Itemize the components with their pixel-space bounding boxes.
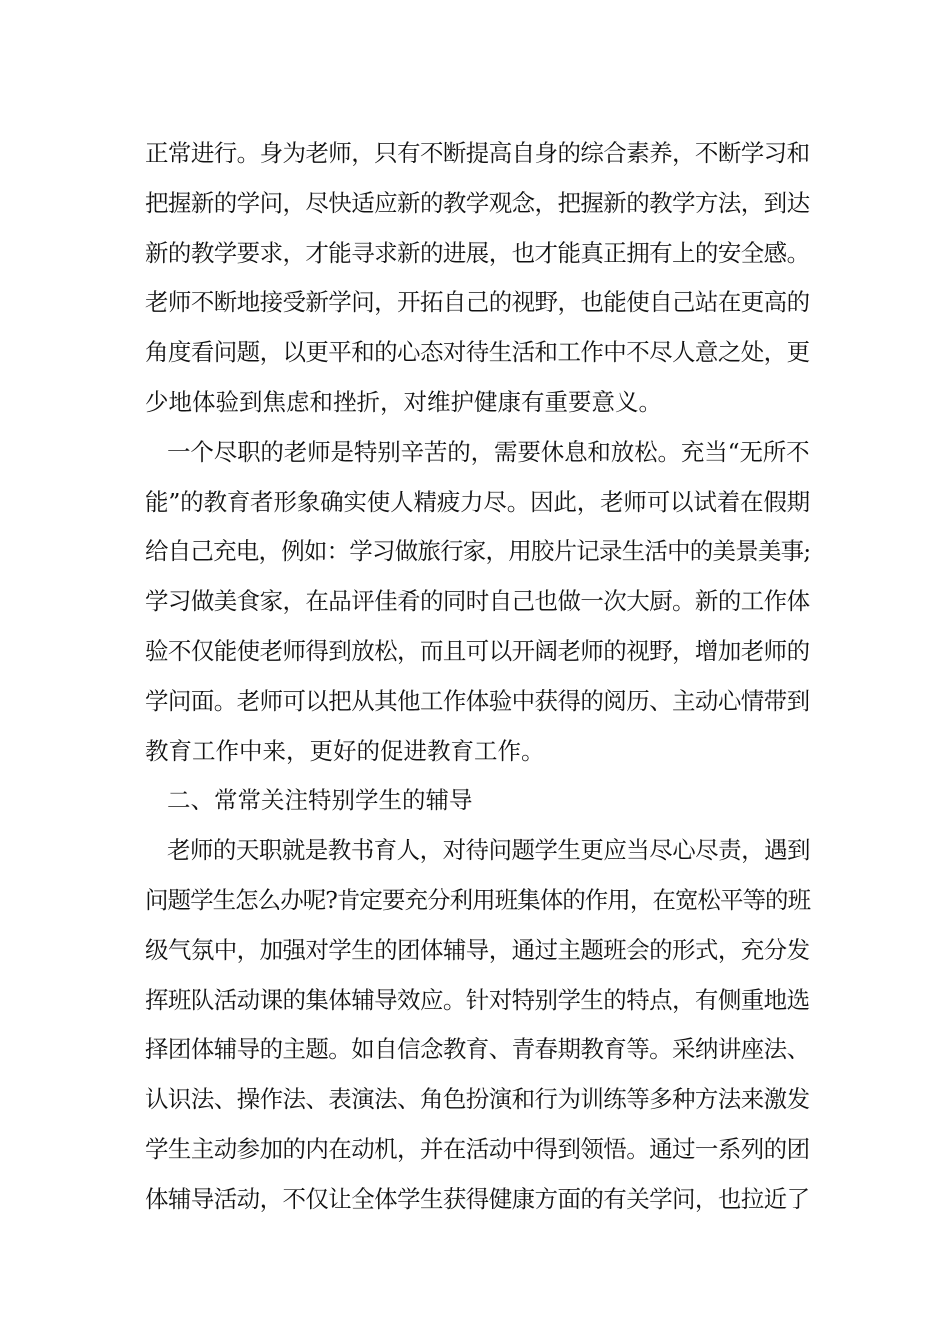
text-line: 老师不断地接受新学问，开拓自己的视野，也能使自己站在更高的 xyxy=(145,288,810,317)
text-line: 学习做美食家，在品评佳肴的同时自己也做一次大厨。新的工作体 xyxy=(145,587,810,616)
text-line: 少地体验到焦虑和挫折，对维护健康有重要意义。 xyxy=(145,387,662,416)
text-line: 级气氛中，加强对学生的团体辅导，通过主题班会的形式，充分发 xyxy=(145,935,810,964)
text-line: 新的教学要求，才能寻求新的进展，也才能真正拥有上的安全感。 xyxy=(145,238,810,267)
text-line: 问题学生怎么办呢?肯定要充分利用班集体的作用，在宽松平等的班 xyxy=(145,885,811,914)
text-line: 学问面。老师可以把从其他工作体验中获得的阅历、主动心情带到 xyxy=(145,686,810,715)
text-line: 能”的教育者形象确实使人精疲力尽。因此，老师可以试着在假期 xyxy=(145,487,811,516)
text-line: 一个尽职的老师是特别辛苦的，需要休息和放松。充当“无所不 xyxy=(167,437,810,466)
text-line: 把握新的学问，尽快适应新的教学观念，把握新的教学方法，到达 xyxy=(145,188,810,217)
text-line: 正常进行。身为老师，只有不断提高自身的综合素养，不断学习和 xyxy=(145,139,810,167)
text-line: 二、常常关注特别学生的辅导 xyxy=(167,786,473,815)
text-line: 体辅导活动，不仅让全体学生获得健康方面的有关学问，也拉近了 xyxy=(145,1184,810,1213)
text-line: 教育工作中来，更好的促进教育工作。 xyxy=(145,736,545,765)
body-text xyxy=(145,129,810,1225)
text-line: 认识法、操作法、表演法、角色扮演和行为训练等多种方法来激发 xyxy=(145,1085,810,1114)
text-line: 挥班队活动课的集体辅导效应。针对特别学生的特点，有侧重地选 xyxy=(145,985,810,1014)
text-line: 择团体辅导的主题。如自信念教育、青春期教育等。采纳讲座法、 xyxy=(145,1035,810,1064)
text-line: 验不仅能使老师得到放松，而且可以开阔老师的视野，增加老师的 xyxy=(145,636,810,665)
text-line: 给自己充电，例如：学习做旅行家，用胶片记录生活中的美景美事; xyxy=(145,537,811,566)
text-line: 学生主动参加的内在动机，并在活动中得到领悟。通过一系列的团 xyxy=(145,1134,810,1163)
text-line: 角度看问题，以更平和的心态对待生活和工作中不尽人意之处，更 xyxy=(145,338,810,367)
text-line: 老师的天职就是教书育人，对待问题学生更应当尽心尽责，遇到 xyxy=(167,836,810,865)
